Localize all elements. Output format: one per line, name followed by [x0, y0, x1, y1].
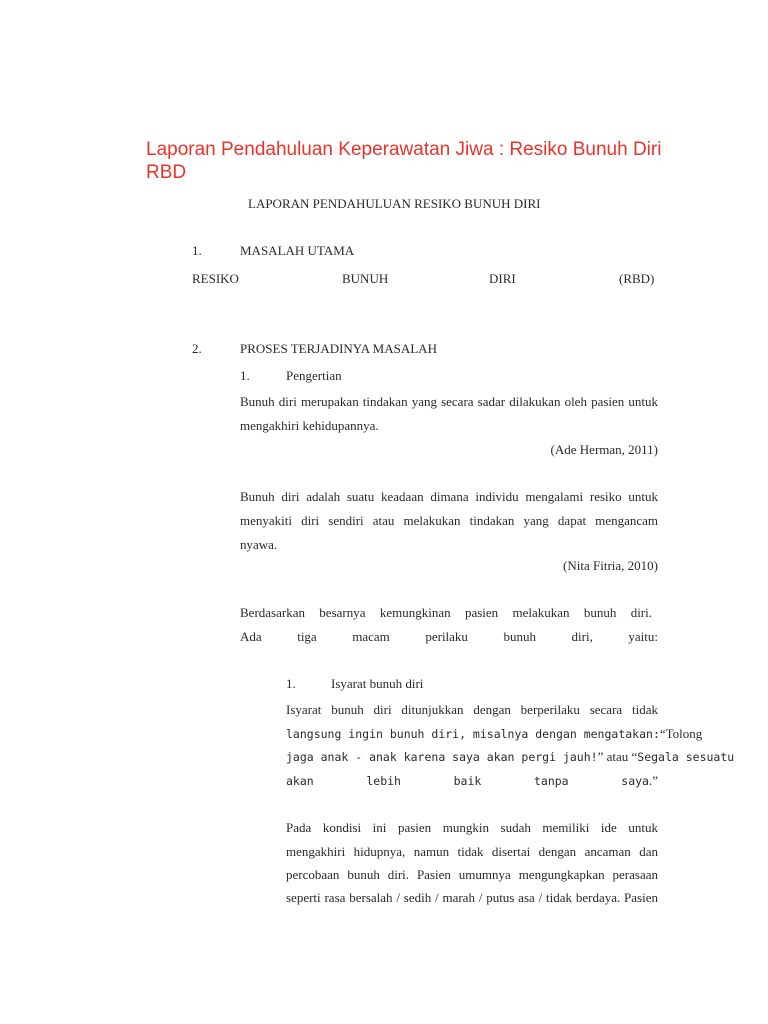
- citation-1: (Ade Herman, 2011): [550, 442, 658, 457]
- section1-word-3: DIRI: [489, 271, 516, 286]
- paragraph2-line2: menyakiti diri sendiri atau melakukan tindakan yang dapat mengancam: [240, 513, 658, 528]
- item-paragraph-line3: [286, 749, 735, 765]
- item-paragraph-line2: [286, 726, 703, 742]
- item-paragraph-line4: [286, 773, 658, 789]
- section1-word-4: (RBD): [619, 271, 655, 286]
- subsection-label: Pengertian: [286, 368, 342, 383]
- section1-label: MASALAH UTAMA: [240, 243, 355, 258]
- list-item-label: Isyarat bunuh diri: [331, 676, 424, 691]
- section2-number: 2.: [192, 341, 202, 356]
- list-item-number: 1.: [286, 676, 296, 691]
- item-paragraph-line1: Isyarat bunuh diri ditunjukkan dengan berperilaku secara tidak: [286, 702, 658, 717]
- paragraph4-line2: mengakhiri hidupnya, namun tidak disertai dengan ancaman dan: [286, 844, 658, 859]
- item-line3-part-a: jaga anak - anak karena saya akan pergi jauh!: [286, 750, 598, 764]
- citation-2: (Nita Fitria, 2010): [563, 558, 658, 573]
- paragraph4-line4: seperti rasa bersalah / sedih / marah / putus asa / tidak berdaya. Pasien: [286, 890, 658, 905]
- item-line3-part-c: Segala sesuatu: [637, 750, 735, 764]
- subsection-number: 1.: [240, 368, 250, 383]
- paragraph3-line1: Berdasarkan besarnya kemungkinan pasien melakukan bunuh diri.: [240, 605, 652, 620]
- document-heading: LAPORAN PENDAHULUAN RESIKO BUNUH DIRI: [248, 196, 541, 211]
- item-line4-part-a: akan lebih baik tanpa saya: [286, 774, 649, 788]
- paragraph4-line3: percobaan bunuh diri. Pasien umumnya mengungkapkan perasaan: [286, 867, 658, 882]
- paragraph2-line1: Bunuh diri adalah suatu keadaan dimana individu mengalami resiko untuk: [240, 489, 658, 504]
- paragraph4-line1: Pada kondisi ini pasien mungkin sudah memiliki ide untuk: [286, 820, 658, 835]
- paragraph2-line3: nyawa.: [240, 537, 278, 552]
- section2-label: PROSES TERJADINYA MASALAH: [240, 341, 437, 356]
- paragraph1-line2: mengakhiri kehidupannya.: [240, 418, 379, 433]
- page-title: Laporan Pendahuluan Keperawatan Jiwa : Resiko Bunuh Diri RBD: [146, 139, 662, 183]
- item-line2-part-b: “Tolong: [659, 726, 703, 741]
- section1-word-2: BUNUH: [342, 271, 389, 286]
- item-line2-part-a: langsung ingin bunuh diri, misalnya dengan mengatakan:: [286, 727, 660, 741]
- item-line3-part-b: ” atau “: [597, 749, 638, 764]
- paragraph1-line1: Bunuh diri merupakan tindakan yang secara sadar dilakukan oleh pasien untuk: [240, 394, 658, 409]
- section1-number: 1.: [192, 243, 202, 258]
- item-line4-part-b: .”: [648, 773, 658, 788]
- paragraph3-line2: Ada tiga macam perilaku bunuh diri, yaitu:: [240, 629, 658, 644]
- section1-word-1: RESIKO: [192, 271, 239, 286]
